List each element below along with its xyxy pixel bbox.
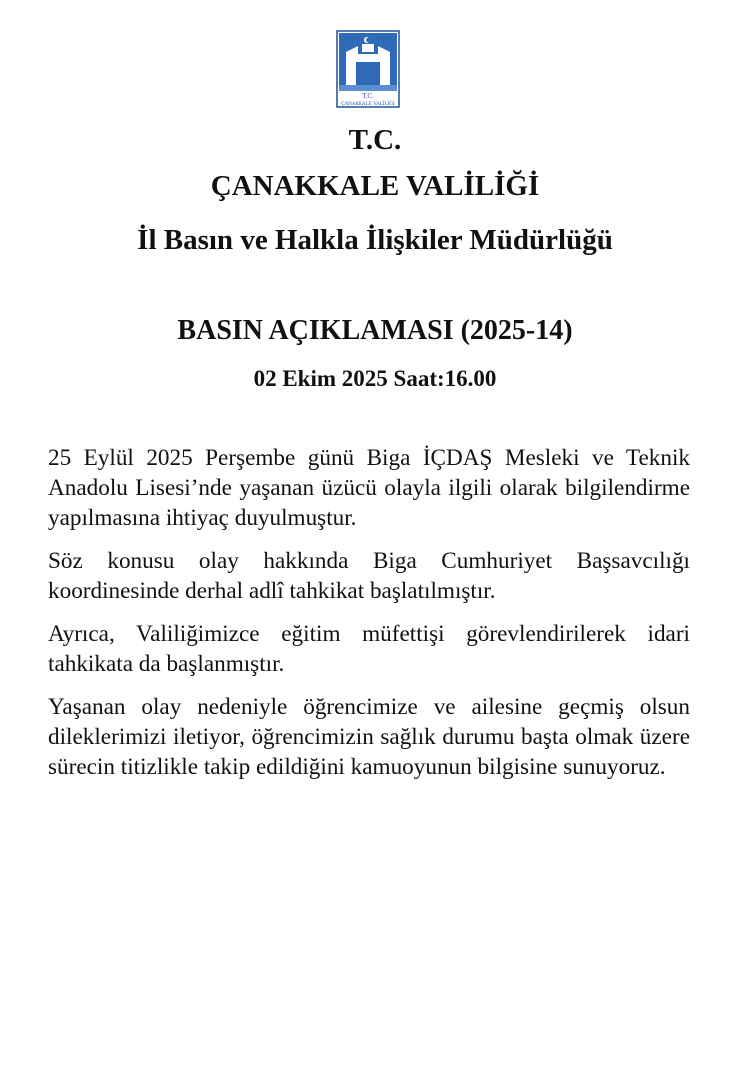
header-tc: T.C. xyxy=(348,124,402,156)
header-valilik: ÇANAKKALE VALİLİĞİ xyxy=(210,170,540,202)
logo-text-bottom: ÇANAKKALE VALİLİĞİ xyxy=(341,102,395,107)
logo-text-top: T.C. xyxy=(362,93,374,100)
body-paragraph: 25 Eylül 2025 Perşembe günü Biga İÇDAŞ Mesleki ve Teknik Anadolu Lisesi’nde yaşanan üzücü olayla ilgili olarak bilgilendirme yapılmasına ihtiyaç duyulmuştur. xyxy=(48,445,690,531)
canakkale-valiligi-logo xyxy=(336,30,400,108)
header-mudurluk: İl Basın ve Halkla İlişkiler Müdürlüğü xyxy=(137,224,613,256)
body-paragraph: Söz konusu olay hakkında Biga Cumhuriyet Başsavcılığı koordinesinde derhal adlî tahkikat başlatılmıştır. xyxy=(48,548,690,604)
announcement-title: BASIN AÇIKLAMASI (2025-14) xyxy=(177,315,573,346)
announcement-datetime: 02 Ekim 2025 Saat:16.00 xyxy=(253,366,497,391)
monument-emblem-icon xyxy=(336,30,400,108)
body-paragraph: Yaşanan olay nedeniyle öğrencimize ve ailesine geçmiş olsun dileklerimizi iletiyor, öğrencimizin sağlık durumu başta olmak üzere sürecin titizlikle takip edildiğini kamuoyunun bilgisine sunuyoruz. xyxy=(48,694,690,780)
body-paragraph: Ayrıca, Valiliğimizce eğitim müfettişi görevlendirilerek idari tahkikata da başlanmıştır. xyxy=(48,621,690,677)
announcement-body xyxy=(48,443,690,795)
